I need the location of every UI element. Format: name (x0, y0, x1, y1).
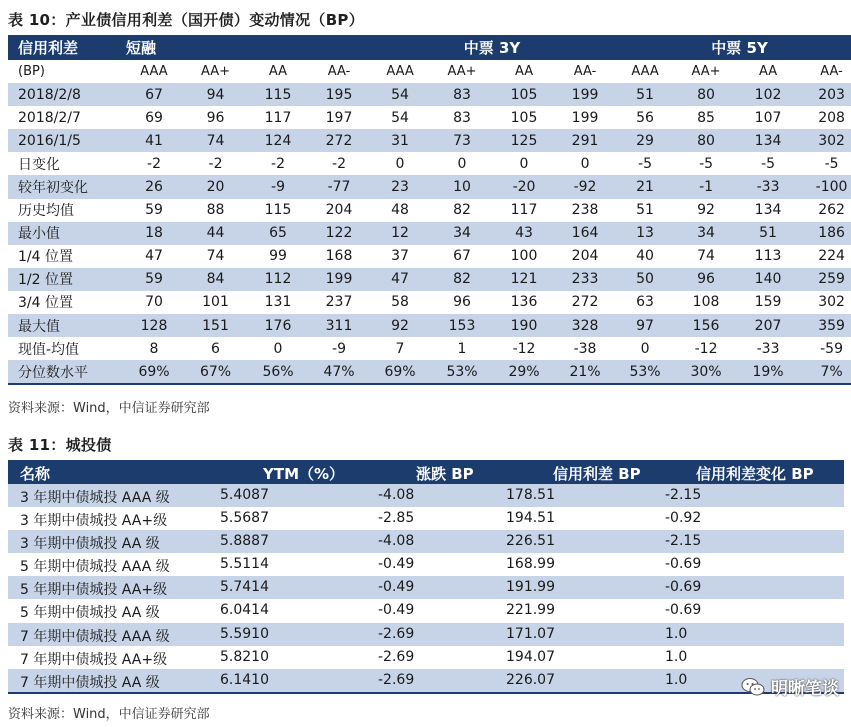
table10-cell: 67 (124, 83, 184, 106)
table10-cell: -77 (309, 175, 369, 198)
table10-subheader-cell: AAA (615, 60, 675, 83)
table10-cell: 59 (124, 199, 184, 222)
table10-cell: 48 (369, 199, 431, 222)
table10-cell: 26 (124, 175, 184, 198)
table10-cell: 82 (431, 268, 493, 291)
table10-cell: 40 (615, 245, 675, 268)
table11-row-label: 5 年期中债城投 AA 级 (20, 605, 160, 622)
table10-cell: 10 (431, 175, 493, 198)
table10-cell: 238 (555, 199, 615, 222)
table11-cell: 194.51 (506, 510, 555, 527)
table11-cell: -0.49 (378, 602, 415, 619)
table10-row (8, 129, 851, 152)
table10-cell: 88 (184, 199, 247, 222)
table10-cell: 208 (799, 106, 851, 129)
table11-cell: 5.7414 (220, 579, 269, 596)
table11-row-label: 5 年期中债城投 AAA 级 (20, 559, 170, 576)
table11-cell: 6.1410 (220, 671, 269, 688)
table10-cell: -33 (737, 175, 799, 198)
table10-subheader-cell: AA- (555, 60, 615, 83)
table11-cell: -2.69 (378, 648, 415, 665)
table11-cell: -2.85 (378, 510, 415, 527)
table10-cell: 207 (737, 314, 799, 337)
table10-row-label: 分位数水平 (8, 360, 124, 384)
table10-cell: 59 (124, 268, 184, 291)
table10-cell: 121 (493, 268, 555, 291)
table10-cell: 21% (555, 360, 615, 384)
table10-cell: 41 (124, 129, 184, 152)
table10-cell: -59 (799, 337, 851, 360)
table10-row (8, 360, 851, 384)
table10-cell: 140 (737, 268, 799, 291)
table11-row (8, 623, 844, 646)
table10-cell: 151 (184, 314, 247, 337)
table11 (8, 460, 844, 694)
watermark-text: 明晰笔谈 (771, 679, 839, 699)
table10-cell: 31 (369, 129, 431, 152)
table10-cell: 30% (675, 360, 737, 384)
table10-cell: 74 (675, 245, 737, 268)
table10-cell: 105 (493, 83, 555, 106)
table10-cell: 203 (799, 83, 851, 106)
table10-cell: 136 (493, 291, 555, 314)
table10-cell: 97 (615, 314, 675, 337)
table11-row-label: 3 年期中债城投 AA+级 (20, 513, 168, 530)
table10-cell: 291 (555, 129, 615, 152)
table10-cell: 69% (124, 360, 184, 384)
table11-cell: -0.92 (665, 510, 702, 527)
table10-cell: 272 (309, 129, 369, 152)
table10-subheader-cell: AA+ (675, 60, 737, 83)
table10-cell: 204 (555, 245, 615, 268)
table10-cell: 176 (247, 314, 309, 337)
table10-cell: 92 (369, 314, 431, 337)
table10-cell: 302 (799, 129, 851, 152)
table11-cell: -0.69 (665, 602, 702, 619)
table10-cell: 1 (431, 337, 493, 360)
table10-cell: 0 (247, 337, 309, 360)
table11-cell: 178.51 (506, 487, 555, 503)
table10-cell: 20 (184, 175, 247, 198)
table10-cell: 0 (431, 152, 493, 175)
table10-cell: 164 (555, 222, 615, 245)
table10-header-row (8, 35, 851, 60)
table10-cell: 0 (615, 337, 675, 360)
table10-cell: 99 (247, 245, 309, 268)
table10-row (8, 222, 851, 245)
table10-cell: 34 (675, 222, 737, 245)
table10-cell: 302 (799, 291, 851, 314)
table10-cell: -5 (675, 152, 737, 175)
table10-cell: 19% (737, 360, 799, 384)
table10-header-cell: 信用利差 (8, 35, 124, 60)
table11-header-row (8, 460, 844, 484)
table10-cell: 80 (675, 129, 737, 152)
table10-cell: 67 (431, 245, 493, 268)
table10-cell: 134 (737, 129, 799, 152)
table10-cell: 186 (799, 222, 851, 245)
table10-cell: 53% (431, 360, 493, 384)
table10-header-cell: 中票 3Y (369, 35, 615, 60)
table11-cell: 171.07 (506, 625, 555, 642)
table10-cell: 101 (184, 291, 247, 314)
table11-row-content (8, 553, 844, 576)
table10-cell: 272 (555, 291, 615, 314)
table10-row-label: 历史均值 (8, 199, 124, 222)
table11-cell: 5.5910 (220, 625, 269, 642)
table10-cell: -38 (555, 337, 615, 360)
table10-cell: 7% (799, 360, 851, 384)
table10-cell: 168 (309, 245, 369, 268)
table11-cell: -2.15 (665, 533, 702, 550)
table11-cell: 5.5114 (220, 556, 269, 573)
table10-cell: 92 (675, 199, 737, 222)
table10-cell: 70 (124, 291, 184, 314)
table11-cell: 221.99 (506, 602, 555, 619)
table10-cell: -92 (555, 175, 615, 198)
table10-cell: 47 (369, 268, 431, 291)
table10-cell: 47% (309, 360, 369, 384)
table10-cell: 65 (247, 222, 309, 245)
table11-row (8, 576, 844, 599)
table11-row (8, 507, 844, 530)
table10-cell: 134 (737, 199, 799, 222)
table10-cell: 51 (615, 83, 675, 106)
table11-row-content (8, 646, 844, 669)
table10-cell: 359 (799, 314, 851, 337)
table10-cell: 58 (369, 291, 431, 314)
table10-cell: 96 (675, 268, 737, 291)
table10-cell: 7 (369, 337, 431, 360)
table10-cell: -2 (247, 152, 309, 175)
table10-cell: -12 (493, 337, 555, 360)
table10-cell: 96 (431, 291, 493, 314)
table11-cell: -4.08 (378, 533, 415, 550)
table11-cell: 168.99 (506, 556, 555, 573)
table10-cell: 113 (737, 245, 799, 268)
table10-cell: 69% (369, 360, 431, 384)
table10-row (8, 268, 851, 291)
table10-cell: 67% (184, 360, 247, 384)
table11-header-cell: 涨跌 BP (416, 465, 474, 483)
table11-cell: 5.4087 (220, 487, 269, 503)
table10-cell: -20 (493, 175, 555, 198)
table10-cell: 328 (555, 314, 615, 337)
table10-cell: -33 (737, 337, 799, 360)
table11-cell: -0.69 (665, 579, 702, 596)
table10-cell: -9 (247, 175, 309, 198)
table10-row (8, 175, 851, 198)
table10-cell: 80 (675, 83, 737, 106)
table11-cell: 5.8210 (220, 648, 269, 665)
table10-cell: 83 (431, 106, 493, 129)
table10-cell: 51 (615, 199, 675, 222)
table10-cell: 43 (493, 222, 555, 245)
table10 (8, 35, 851, 385)
table10-row-label: 最大值 (8, 314, 124, 337)
table10-cell: 47 (124, 245, 184, 268)
table10-row-label: 2016/1/5 (8, 129, 124, 152)
table11-cell: 226.51 (506, 533, 555, 550)
table10-subheader-cell: AA- (309, 60, 369, 83)
table11-row-content (8, 530, 844, 553)
table10-cell: 199 (555, 106, 615, 129)
table11-header (8, 460, 844, 484)
table11-row-label: 5 年期中债城投 AA+级 (20, 582, 168, 599)
table10-row (8, 291, 851, 314)
table10-cell: 69 (124, 106, 184, 129)
table10-cell: 0 (493, 152, 555, 175)
table10-cell: -5 (615, 152, 675, 175)
table11-cell: -2.69 (378, 625, 415, 642)
table10-cell: 233 (555, 268, 615, 291)
table10-row (8, 314, 851, 337)
table10-cell: 34 (431, 222, 493, 245)
table10-cell: 115 (247, 199, 309, 222)
table11-row (8, 669, 844, 693)
table10-subheader-cell: AA (493, 60, 555, 83)
table10-cell: 262 (799, 199, 851, 222)
table10-subheader-cell: AAA (369, 60, 431, 83)
table10-cell: 124 (247, 129, 309, 152)
table11-cell: 6.0414 (220, 602, 269, 619)
table10-cell: 199 (309, 268, 369, 291)
table10-cell: 117 (493, 199, 555, 222)
table11-title: 表 11：城投债 (8, 436, 112, 454)
table10-cell: 117 (247, 106, 309, 129)
table10-cell: 311 (309, 314, 369, 337)
table10-cell: 50 (615, 268, 675, 291)
table10-cell: 56 (615, 106, 675, 129)
table10-cell: -2 (184, 152, 247, 175)
table11-row-label: 7 年期中债城投 AAA 级 (20, 628, 170, 645)
table10-row (8, 83, 851, 106)
table11-row (8, 553, 844, 576)
table11-cell: -2.69 (378, 671, 415, 688)
table10-cell: 108 (675, 291, 737, 314)
table11-row-content (8, 669, 844, 693)
table10-cell: -1 (675, 175, 737, 198)
table10-subheader-cell: AA- (799, 60, 851, 83)
table11-cell: 5.8887 (220, 533, 269, 550)
table10-cell: 153 (431, 314, 493, 337)
table10-cell: -100 (799, 175, 851, 198)
table11-row (8, 646, 844, 669)
wechat-icon (741, 677, 765, 697)
table10-cell: 54 (369, 106, 431, 129)
table10-cell: 195 (309, 83, 369, 106)
table11-header-cell: 信用利差变化 BP (696, 465, 814, 483)
table10-subheader-cell: AA+ (184, 60, 247, 83)
table11-row-content (8, 507, 844, 530)
table10-cell: 156 (675, 314, 737, 337)
watermark (741, 674, 839, 699)
table10-subheader-cell: AA (247, 60, 309, 83)
table10-row (8, 106, 851, 129)
table10-cell: 54 (369, 83, 431, 106)
table10-cell: 197 (309, 106, 369, 129)
table11-row-content (8, 599, 844, 622)
table10-cell: 13 (615, 222, 675, 245)
table10-cell: 125 (493, 129, 555, 152)
table10-header-cell: 中票 5Y (615, 35, 851, 60)
table11-row-label: 3 年期中债城投 AAA 级 (20, 490, 170, 506)
table10-cell: 44 (184, 222, 247, 245)
table10-cell: 159 (737, 291, 799, 314)
table11-row-content (8, 576, 844, 599)
table11-row (8, 484, 844, 507)
table10-cell: 115 (247, 83, 309, 106)
table10-row-label: 2018/2/8 (8, 83, 124, 106)
table10-cell: 53% (615, 360, 675, 384)
table11-cell: -0.69 (665, 556, 702, 573)
table10-cell: 6 (184, 337, 247, 360)
table11-row (8, 530, 844, 553)
table10-cell: 131 (247, 291, 309, 314)
table10-cell: 51 (737, 222, 799, 245)
table10-row-label: 较年初变化 (8, 175, 124, 198)
table10-cell: 128 (124, 314, 184, 337)
table11-cell: -0.49 (378, 579, 415, 596)
table10-row-label: 最小值 (8, 222, 124, 245)
table10-cell: -5 (799, 152, 851, 175)
table10-cell: 29% (493, 360, 555, 384)
table10-cell: 82 (431, 199, 493, 222)
table10-source: 资料来源：Wind，中信证券研究部 (8, 401, 210, 416)
table10-row-label: 1/2 位置 (8, 268, 124, 291)
table10-cell: 85 (675, 106, 737, 129)
table10-cell: 107 (737, 106, 799, 129)
table10-cell: -5 (737, 152, 799, 175)
table11-cell: 1.0 (665, 671, 688, 688)
table10-cell: 259 (799, 268, 851, 291)
table10-row-label: 3/4 位置 (8, 291, 124, 314)
table10-cell: 224 (799, 245, 851, 268)
table10-row (8, 337, 851, 360)
table10-cell: 83 (431, 83, 493, 106)
table10-row (8, 199, 851, 222)
table10-subheader-row (8, 60, 851, 83)
table11-cell: -0.49 (378, 556, 415, 573)
table11-row-content (8, 623, 844, 646)
table10-cell: 18 (124, 222, 184, 245)
table10-cell: 237 (309, 291, 369, 314)
table11-row-label: 3 年期中债城投 AA 级 (20, 536, 160, 553)
table10-header-cell: 短融 (124, 35, 369, 60)
table10-cell: 199 (555, 83, 615, 106)
table11-header-cell: YTM（%） (263, 465, 345, 483)
table10-cell: -9 (309, 337, 369, 360)
table11-cell: 194.07 (506, 648, 555, 665)
table10-cell: 96 (184, 106, 247, 129)
table10-cell: 0 (369, 152, 431, 175)
table10-cell: 102 (737, 83, 799, 106)
table10-cell: 100 (493, 245, 555, 268)
table10-title: 表 10：产业债信用利差（国开债）变动情况（BP） (8, 11, 365, 29)
table10-subheader-cell: AA (737, 60, 799, 83)
table11-source: 资料来源：Wind，中信证券研究部 (8, 707, 210, 722)
table10-row (8, 245, 851, 268)
table10-cell: 23 (369, 175, 431, 198)
table10-subheader-cell: AA+ (431, 60, 493, 83)
table10-cell: 204 (309, 199, 369, 222)
table10-cell: 63 (615, 291, 675, 314)
table10-cell: 0 (555, 152, 615, 175)
table10-row-label: 现值-均值 (8, 337, 124, 360)
table11-cell: -4.08 (378, 487, 415, 503)
table11-row-label: 7 年期中债城投 AA 级 (20, 674, 160, 691)
table10-cell: 21 (615, 175, 675, 198)
table11-row-label: 7 年期中债城投 AA+级 (20, 651, 168, 668)
table10-cell: 12 (369, 222, 431, 245)
table11-header-cell: 信用利差 BP (553, 465, 641, 483)
table10-row-label: 日变化 (8, 152, 124, 175)
table10-cell: 8 (124, 337, 184, 360)
table10-cell: 84 (184, 268, 247, 291)
table10-cell: -12 (675, 337, 737, 360)
table11-cell: 1.0 (665, 625, 688, 642)
table10-cell: -2 (309, 152, 369, 175)
table11-cell: -2.15 (665, 487, 702, 503)
table10-subheader-cell: (BP) (8, 60, 124, 83)
table10-cell: 105 (493, 106, 555, 129)
table11-cell: 1.0 (665, 648, 688, 665)
table10-row-label: 2018/2/7 (8, 106, 124, 129)
table11-cell: 5.5687 (220, 510, 269, 527)
table10-cell: 56% (247, 360, 309, 384)
table11-row (8, 599, 844, 622)
table10-cell: 122 (309, 222, 369, 245)
table10-cell: 190 (493, 314, 555, 337)
table11-cell: 226.07 (506, 671, 555, 688)
table11-header-cell: 名称 (20, 465, 51, 483)
table10-row-label: 1/4 位置 (8, 245, 124, 268)
table10-cell: 94 (184, 83, 247, 106)
table10-cell: -2 (124, 152, 184, 175)
table11-row-content (8, 484, 844, 507)
table10-cell: 37 (369, 245, 431, 268)
table10-cell: 29 (615, 129, 675, 152)
table10-row (8, 152, 851, 175)
table10-cell: 74 (184, 129, 247, 152)
table10-cell: 73 (431, 129, 493, 152)
table10-cell: 74 (184, 245, 247, 268)
table10-cell: 112 (247, 268, 309, 291)
table10-subheader-cell: AAA (124, 60, 184, 83)
table11-cell: 191.99 (506, 579, 555, 596)
